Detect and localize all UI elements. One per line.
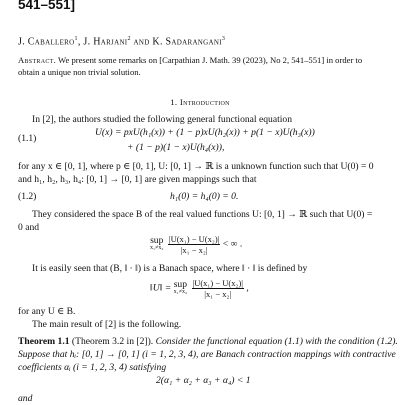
author-2: J. Harjani (83, 36, 128, 48)
abstract (18, 55, 383, 78)
theorem-line-2: Suppose that hᵢ: [0, 1] → [0, 1] (i = 1, 2, 3, 4), are Banach contraction mappings with contractive (18, 349, 396, 360)
lipschitz-fraction: $\frac{\text{|U(x₁) − U(x₂)|}}{\text{|x₁ − x₂|}}$ (168, 234, 220, 255)
sup-condition (150, 234, 242, 255)
theorem-line-3: coefficients αᵢ (i = 1, 2, 3, 4) satisfying (18, 362, 167, 373)
intro-line: In [2], the authors studied the following general functional equation (32, 114, 293, 125)
for-any-line: for any U ∈ B. (18, 306, 76, 317)
equation-1-2: h₁(0) = h₄(0) = 0. (170, 191, 239, 202)
section-heading: 1. Introduction (170, 97, 230, 107)
author-3-affiliation: 3 (221, 36, 226, 42)
norm-lhs: ‖U‖ = (150, 282, 172, 294)
equation-1-1-line-2: + (1 − p)(1 − x)U(h₄(x)), (127, 142, 225, 153)
abstract-text: We present some remarks on [Carpathian J. Math. 39 (2023), No 2, 541–551] in order to obtain a unique non trivial solution. (18, 55, 363, 77)
author-separator-1: , (77, 36, 84, 48)
where-line-1: for any x ∈ [0, 1], where p ∈ [0, 1], U: [0, 1] → ℝ is a unknown function such that U(0) = 0 (18, 161, 374, 172)
norm-tail: , (246, 282, 249, 294)
author-line (18, 36, 225, 47)
where-line-2: and h₁, h₂, h₃, h₄: [0, 1] → [0, 1] are given mappings such that (18, 174, 257, 185)
sup-operator: sup x₁≠x₂ (150, 235, 164, 251)
equation-1-1-line-1: U(x) = pxU(h₁(x)) + (1 − p)xU(h₂(x)) + p(1 − x)U(h₃(x)) (95, 127, 315, 138)
theorem-label: Theorem 1.1 (18, 336, 70, 347)
norm-definition (150, 278, 249, 299)
theorem-statement-1: Consider the functional equation (1.1) with the condition (1.2). (153, 336, 398, 347)
banach-line: It is easily seen that (B, ‖ · ‖) is a Banach space, where ‖ · ‖ is defined by (32, 263, 308, 274)
norm-fraction: $\frac{\text{|U(x₁) − U(x₂)|}}{\text{|x₁ − x₂|}}$ (192, 278, 243, 299)
author-1-affiliation: 1 (74, 36, 78, 42)
theorem-line-1 (18, 335, 398, 348)
contraction-inequality: 2(α₁ + α₂ + α₃ + α₄) < 1 (156, 375, 251, 386)
equation-1-2-number: (1.2) (18, 191, 37, 202)
title-fragment: 541–551] (18, 0, 76, 12)
main-result-line: The main result of [2] is the following. (32, 319, 182, 330)
author-1: J. Caballero (18, 36, 75, 48)
theorem-ref: (Theorem 3.2 in [2]). (69, 336, 154, 347)
theorem-and: and (18, 393, 33, 404)
author-separator-2: and (130, 36, 153, 48)
sup-condition-tail: < ∞ . (222, 238, 243, 250)
space-line-2: 0 and (18, 222, 40, 233)
norm-sup-operator: sup x₁≠x₂ (173, 279, 188, 295)
abstract-label: Abstract. (18, 55, 57, 65)
author-2-affiliation: 2 (127, 36, 131, 42)
space-line-1: They considered the space B of the real valued functions U: [0, 1] → ℝ such that U(0) = (32, 209, 373, 220)
equation-1-1-number: (1.1) (18, 133, 37, 144)
author-3: K. Sadarangani (152, 36, 222, 48)
